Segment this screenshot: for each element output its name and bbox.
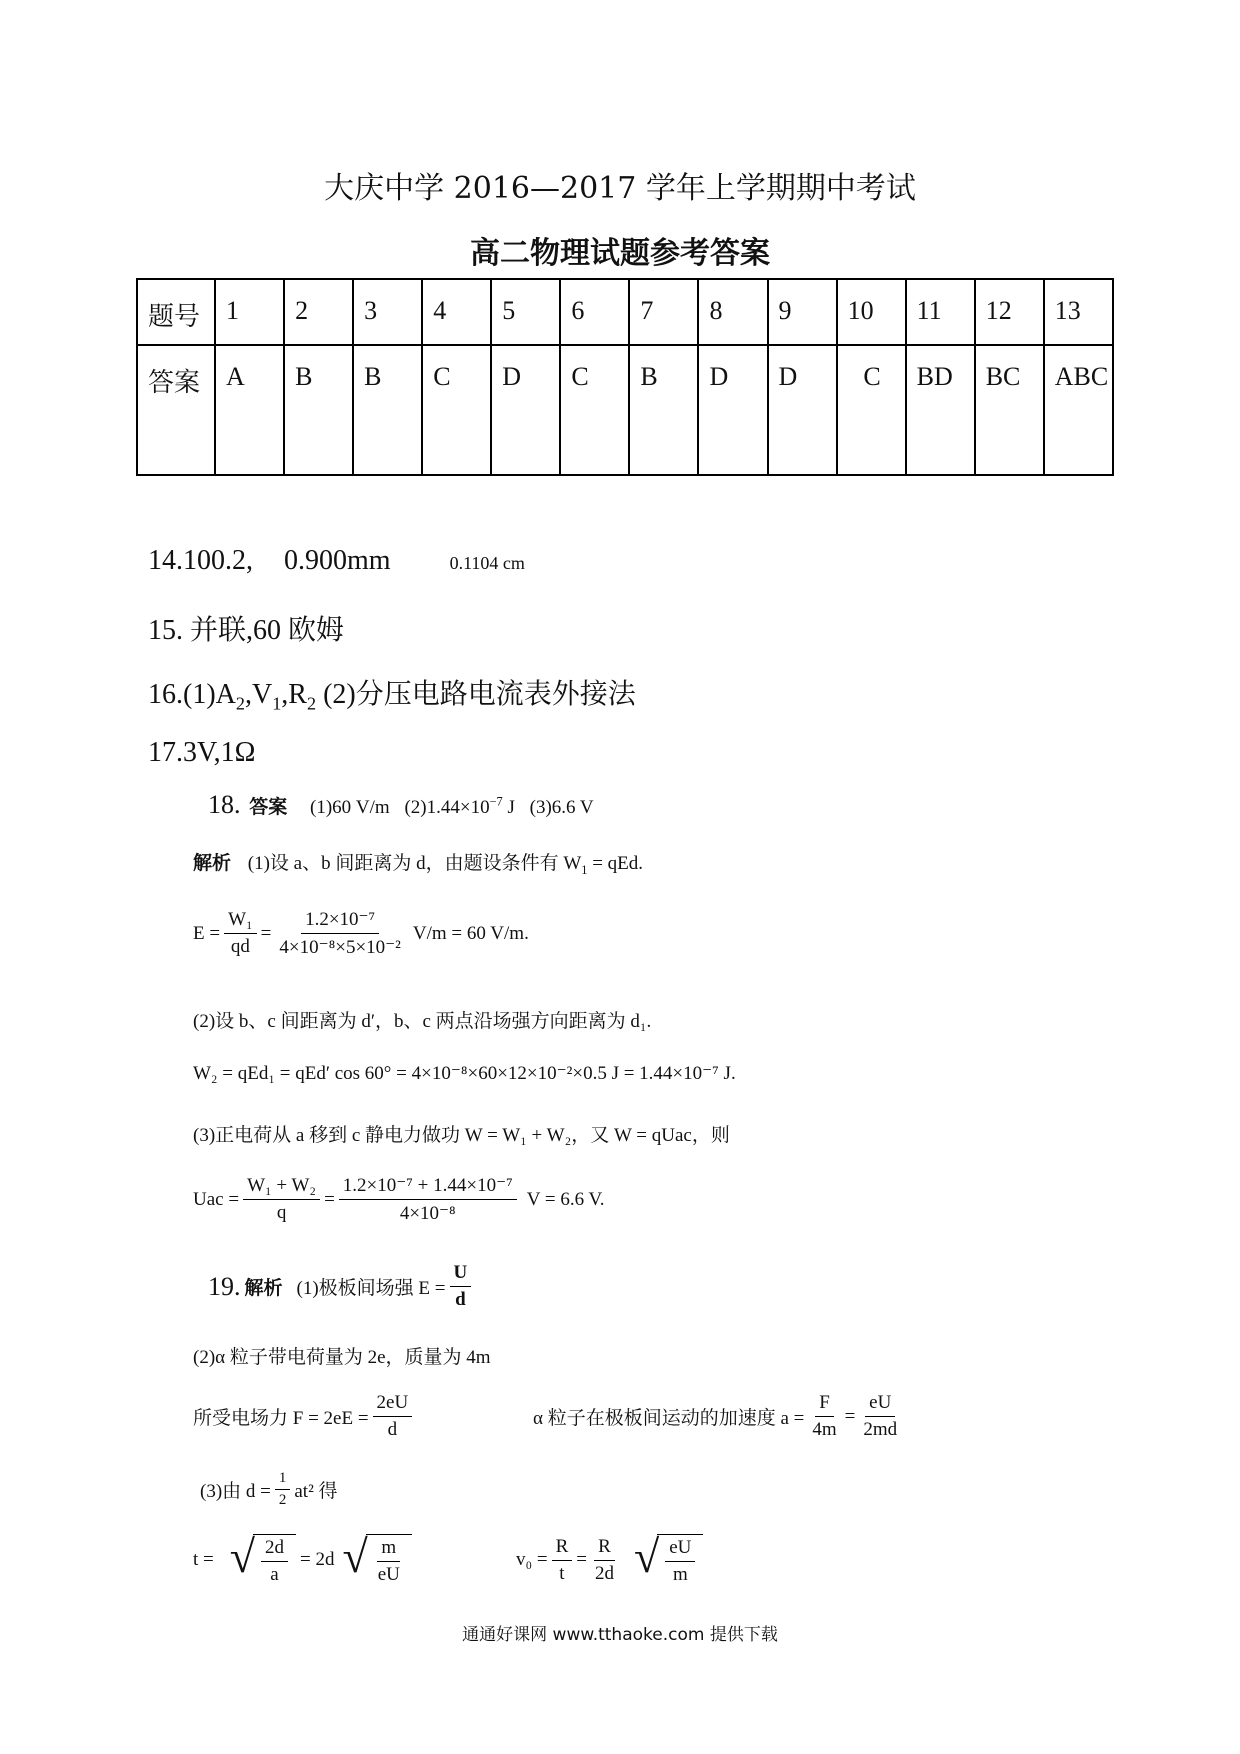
fraction [373,1392,413,1441]
denominator: 4m [812,1419,837,1440]
answer-key-subtitle: 高二物理试题参考答案 [470,236,770,271]
answer-row [137,345,1113,475]
formula-w2: W₂ = qEd₁ = qEd′ cos 60° = 4×10⁻⁸×60×12×10⁻²×0.5 J = 1.44×10⁻⁷ J. [193,1063,736,1084]
solution-text: (1)设 a、b 间距离为 d，由题设条件有 W [247,853,582,874]
fraction [808,1392,840,1441]
numerator: 2eU [373,1392,413,1417]
formula-time [193,1531,416,1586]
formula-text: V = 6.6 V. [526,1188,605,1210]
answer-14-part-c: 0.1104 cm [449,553,525,573]
numerator: W₁ + W₂ [243,1175,320,1200]
answer-table [136,278,1114,476]
footer-source: 通通好课网 www.tthaoke.com 提供下载 [462,1625,778,1645]
superscript: −7 [489,794,503,809]
fraction [275,908,405,959]
denominator: 4×10⁻⁸×5×10⁻² [279,937,401,958]
radicand [253,1534,296,1586]
table-cell: 2 [284,279,353,345]
answer-18-part2-mantissa: (2)1.44×10 [404,797,490,818]
table-cell: 13 [1044,279,1113,345]
radicand [657,1534,703,1586]
table-cell: C [560,345,629,475]
formula-text: V/m = 60 V/m. [412,922,529,944]
answer-17: 17.3V,1Ω [148,737,256,768]
numerator: R [552,1536,573,1561]
answer-14 [148,545,525,577]
answer-16 [148,672,636,715]
solution-text: at² 得 [294,1481,338,1502]
denominator: qd [230,936,250,957]
denominator: a [270,1564,279,1585]
table-cell: 7 [629,279,698,345]
row-label-answer: 答案 [137,345,215,475]
subscript: 1 [581,862,588,877]
answer-14-part-a: 14.100.2, [148,545,253,576]
table-cell: D [491,345,560,475]
formula-text: Uac = [193,1188,240,1210]
question-number: 19. [208,1271,241,1301]
denominator: 2md [863,1419,898,1440]
denominator: eU [377,1564,400,1585]
formula-e [193,908,529,959]
solution-18-line1 [193,848,643,878]
solution-18-part2: (2)设 b、c 间距离为 d′，b、c 两点沿场强方向距离为 d₁. [193,1011,652,1032]
solution-text: (3)由 d = [200,1481,271,1502]
denominator: d [455,1289,466,1310]
square-root [229,1531,296,1586]
table-cell: C [422,345,491,475]
table-cell: B [629,345,698,475]
radical-sign: √ [229,1531,255,1582]
table-cell: C [837,345,906,475]
numerator: 1.2×10⁻⁷ + 1.44×10⁻⁷ [339,1174,517,1200]
denominator: 2 [278,1492,287,1508]
subscript: 2 [235,693,245,714]
formula-text: = [260,922,272,944]
square-root [634,1531,703,1586]
table-cell: 5 [491,279,560,345]
radical-sign: √ [634,1531,660,1582]
formula-force [193,1392,416,1441]
radical-sign: √ [342,1531,368,1582]
table-cell: 3 [353,279,422,345]
answer-18-header [208,790,594,820]
answer-label: 答案 [249,797,288,818]
table-cell: D [768,345,837,475]
solution-18-part3: (3)正电荷从 a 移到 c 静电力做功 W = W₁ + W₂，又 W = qUac，则 [193,1125,730,1146]
solution-label: 解析 [244,1278,283,1299]
solution-19-part2: (2)α 粒子带电荷量为 2e，质量为 4m [193,1347,491,1368]
fraction [243,1175,320,1224]
numerator: R [594,1536,615,1561]
denominator: t [559,1562,565,1584]
fraction [339,1174,517,1225]
fraction [859,1392,901,1441]
answer-15: 15. 并联,60 欧姆 [148,615,345,646]
solution-text: (1)极板间场强 E = [296,1278,446,1299]
fraction [591,1536,618,1585]
subscript: 1 [272,693,282,714]
table-cell: A [215,345,284,475]
table-cell: BD [906,345,975,475]
radicand [366,1534,412,1586]
answer-14-part-b: 0.900mm [284,545,391,576]
table-cell: 12 [975,279,1044,345]
numerator: 1 [275,1470,291,1490]
numerator: F [815,1392,834,1417]
question-number: 18. [208,790,241,819]
answer-16-text: ,V [244,679,273,710]
table-cell: ABC [1044,345,1113,475]
answer-18-part1: (1)60 V/m [310,797,390,818]
solution-label: 解析 [193,853,232,874]
table-cell: B [284,345,353,475]
denominator: d [387,1419,398,1440]
formula-text: = [844,1405,856,1427]
table-cell: 4 [422,279,491,345]
formula-text: v₀ = [516,1549,548,1570]
formula-velocity [516,1531,707,1586]
formula-uac [193,1174,605,1225]
answer-16-text: (2)分压电路电流表外接法 [316,679,636,710]
fraction [552,1536,573,1585]
fraction [450,1262,472,1311]
question-number-row [137,279,1113,345]
table-cell: B [353,345,422,475]
denominator: 2d [595,1562,614,1584]
numerator: m [377,1537,400,1562]
answer-16-text: ,R [281,679,307,710]
denominator: 4×10⁻⁸ [399,1203,456,1224]
solution-text: = qEd. [587,853,644,874]
formula-text: E = [193,922,221,944]
fraction [261,1537,288,1586]
fraction [665,1537,695,1586]
formula-text: = [576,1549,587,1570]
formula-text: = 2d [300,1549,335,1570]
formula-text: α 粒子在极板间运动的加速度 a = [533,1408,805,1429]
answer-18-part2 [404,794,515,818]
table-cell: 8 [698,279,767,345]
formula-text: t = [193,1549,214,1570]
formula-text: = [324,1188,335,1210]
table-cell: 6 [560,279,629,345]
numerator: 2d [261,1537,288,1562]
solution-19-header [208,1262,475,1311]
table-cell: 9 [768,279,837,345]
solution-19-part3 [200,1470,338,1509]
table-cell: BC [975,345,1044,475]
table-cell: 11 [906,279,975,345]
row-label-number: 题号 [137,279,215,345]
formula-text: 所受电场力 F = 2eE = [193,1408,369,1429]
fraction [224,909,257,958]
answer-18-part3: (3)6.6 V [529,797,594,818]
fraction [275,1470,291,1509]
numerator: 1.2×10⁻⁷ [301,908,379,934]
numerator: U [450,1262,472,1287]
formula-acceleration [533,1392,905,1441]
table-cell: 10 [837,279,906,345]
answer-18-part2-unit: J [502,797,515,818]
fraction [374,1537,404,1586]
answer-16-text: 16.(1)A [148,679,236,710]
exam-title: 大庆中学 2016—2017 学年上学期期中考试 [324,171,916,206]
subscript: 2 [306,693,317,714]
denominator: m [672,1564,688,1585]
denominator: q [276,1202,287,1223]
numerator: W₁ [224,909,257,934]
numerator: eU [865,1392,895,1417]
numerator: eU [665,1537,695,1562]
table-cell: D [698,345,767,475]
square-root [342,1531,411,1586]
table-cell: 1 [215,279,284,345]
